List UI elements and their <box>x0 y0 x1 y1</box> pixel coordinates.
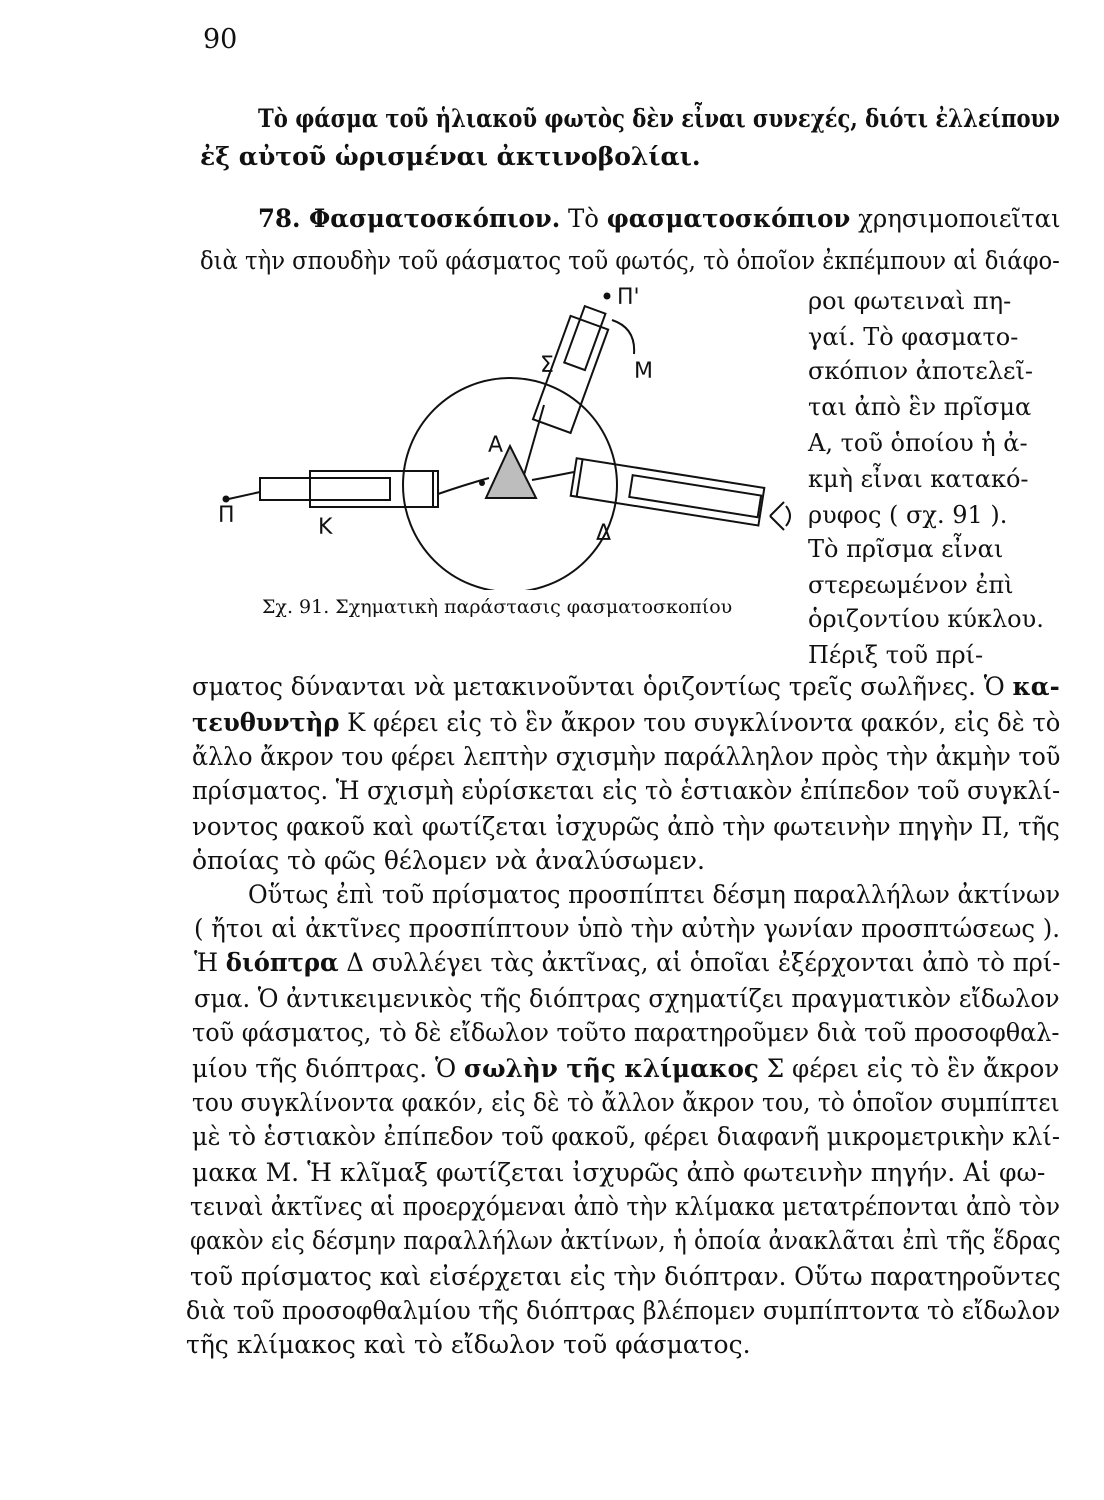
label-collimator: Κ <box>318 515 333 540</box>
intro-line-2: ἐξ αὐτοῦ ὡρισμέναι ἀκτινοβολίαι. <box>200 142 701 171</box>
section-title: 78. Φασματοσκόπιον. <box>258 204 561 233</box>
spectroscope-figure <box>214 280 798 590</box>
wrap-line: ὁριζοντίου κύκλου. <box>808 605 1044 633</box>
wrap-line: ρυφος ( σχ. 91 ). <box>808 501 1008 529</box>
para2-line-10: τειναὶ ἀκτῖνες αἱ προερχόμεναι ἀπὸ τὴν κλίμακα μετατρέπονται ἀπὸ τὸν <box>190 1192 1060 1221</box>
para1-line-4: πρίσματος. Ἡ σχισμὴ εὑρίσκεται εἰς τὸ ἑστιακὸν ἐπίπεδον τοῦ συγκλί- <box>192 776 1061 805</box>
para2-line-8: μὲ τὸ ἑστιακὸν ἐπίπεδον τοῦ φακοῦ, φέρει διαφανῆ μικρομετρικὴν κλί- <box>192 1122 1060 1151</box>
para2-line-11: φακὸν εἰς δέσμην παραλλήλων ἀκτίνων, ἡ ὁποία ἀνακλᾶται ἐπὶ τῆς ἕδρας <box>190 1226 1061 1255</box>
label-prism: Α <box>488 433 504 458</box>
text: Δ συλλέγει τὰς ἀκτῖνας, αἱ ὁποῖαι ἐξέρχονται ἀπὸ τὸ πρί- <box>338 948 1061 977</box>
text: Ἡ <box>194 948 226 977</box>
text: σματος δύνανται νὰ μετακινοῦνται ὁριζοντίως τρεῖς σωλῆνες. Ὁ <box>192 672 1013 701</box>
wrap-line: κμὴ εἶναι κατακό- <box>808 465 1029 493</box>
para1-line-1 <box>192 672 1060 702</box>
section-text: Τὸ <box>560 204 607 233</box>
eye-icon <box>770 502 790 530</box>
wrap-line: ροι φωτειναὶ πη- <box>808 287 1012 315</box>
section-text: χρησιμοποιεῖται <box>850 204 1061 233</box>
section-line-2: διὰ τὴν σπουδὴν τοῦ φάσματος τοῦ φωτός, τὸ ὁποῖον ἐκπέμπουν αἱ διάφο- <box>200 246 1060 275</box>
wrap-line: στερεωμένον ἐπὶ <box>808 571 1014 599</box>
term-bold: διόπτρα <box>225 948 339 977</box>
wrap-line: Πέριξ τοῦ πρί- <box>808 641 984 669</box>
para2-line-5: τοῦ φάσματος, τὸ δὲ εἴδωλον τοῦτο παρατηροῦμεν διὰ τοῦ προσοφθαλ- <box>192 1018 1060 1047</box>
wrap-line: σκόπιον ἀποτελεῖ- <box>808 357 1033 385</box>
term-bold: τευθυντὴρ <box>192 708 340 737</box>
source-point-prime <box>604 293 611 300</box>
para2-line-6 <box>192 1054 1059 1084</box>
ray-out <box>532 472 574 480</box>
para2-line-12: τοῦ πρίσματος καὶ εἰσέρχεται εἰς τὴν διόπτραν. Οὕτω παρατηροῦντες <box>190 1262 1061 1291</box>
collimator-tube <box>224 471 438 507</box>
label-source: Π <box>218 503 235 528</box>
page-number: 90 <box>203 24 238 55</box>
para2-line-4: σμα. Ὁ ἀντικειμενικὸς τῆς διόπτρας σχηματίζει πραγματικὸν εἴδωλον <box>194 984 1060 1013</box>
section-term: φασματοσκόπιον <box>606 204 851 233</box>
label-scale: Μ <box>634 359 653 384</box>
para1-line-2 <box>192 708 1060 738</box>
wrap-line: Τὸ πρῖσμα εἶναι <box>808 535 1004 563</box>
para2-line-13: διὰ τοῦ προσοφθαλμίου τῆς διόπτρας βλέπομεν συμπίπτοντα τὸ εἴδωλον <box>186 1296 1061 1325</box>
telescope-tube <box>571 458 765 525</box>
source-point <box>223 496 230 503</box>
label-scale-tube: Σ <box>540 353 554 378</box>
term-bold: σωλὴν τῆς κλίμακος <box>463 1054 759 1083</box>
intro-line-1: Τὸ φάσμα τοῦ ἡλιακοῦ φωτὸς δὲν εἶναι συνεχές, διότι ἐλλείπουν <box>258 104 1060 133</box>
para2-line-7: του συγκλίνοντα φακόν, εἰς δὲ τὸ ἄλλον ἄκρον του, τὸ ὁποῖον συμπίπτει <box>192 1088 1060 1117</box>
scale-arc <box>612 320 634 354</box>
para1-line-3: ἄλλο ἄκρον του φέρει λεπτὴν σχισμὴν παράλληλον πρὸς τὴν ἀκμὴν τοῦ <box>192 742 1061 771</box>
wrap-line: ται ἀπὸ ἓν πρῖσμα <box>808 393 1032 421</box>
para2-line-9: μακα Μ. Ἡ κλῖμαξ φωτίζεται ἰσχυρῶς ἀπὸ φωτεινὴν πηγήν. Αἱ φω- <box>192 1158 1046 1187</box>
para2-line-3 <box>194 948 1060 978</box>
incidence-point <box>479 480 485 486</box>
para2-line-1: Οὕτως ἐπὶ τοῦ πρίσματος προσπίπτει δέσμη παραλλήλων ἀκτίνων <box>248 880 1061 909</box>
section-heading-line <box>258 204 1061 234</box>
para2-line-14: τῆς κλίμακος καὶ τὸ εἴδωλον τοῦ φάσματος. <box>186 1330 751 1359</box>
figure-caption: Σχ. 91. Σχηματικὴ παράστασις φασματοσκοπίου <box>262 596 733 618</box>
para1-line-5: νοντος φακοῦ καὶ φωτίζεται ἰσχυρῶς ἀπὸ τὴν φωτεινὴν πηγὴν Π, τῆς <box>192 812 1060 841</box>
para2-line-2: ( ἤτοι αἱ ἀκτῖνες προσπίπτουν ὑπὸ τὴν αὐτὴν γωνίαν προσπτώσεως ). <box>194 914 1061 943</box>
text: Σ φέρει εἰς τὸ ἓν ἄκρον <box>758 1054 1060 1083</box>
label-telescope: Δ <box>596 521 612 546</box>
para1-line-6: ὁποίας τὸ φῶς θέλομεν νὰ ἀναλύσωμεν. <box>192 846 705 875</box>
label-source-slit: Π' <box>617 285 640 310</box>
term-bold: κα- <box>1012 672 1060 701</box>
wrap-line: γαί. Τὸ φασματο- <box>808 323 1019 351</box>
text: μίου τῆς διόπτρας. Ὁ <box>192 1054 464 1083</box>
wrap-line: Α, τοῦ ὁποίου ἡ ἀ- <box>808 429 1028 457</box>
text: Κ φέρει εἰς τὸ ἓν ἄκρον του συγκλίνοντα φακόν, εἰς δὲ τὸ <box>339 708 1061 737</box>
